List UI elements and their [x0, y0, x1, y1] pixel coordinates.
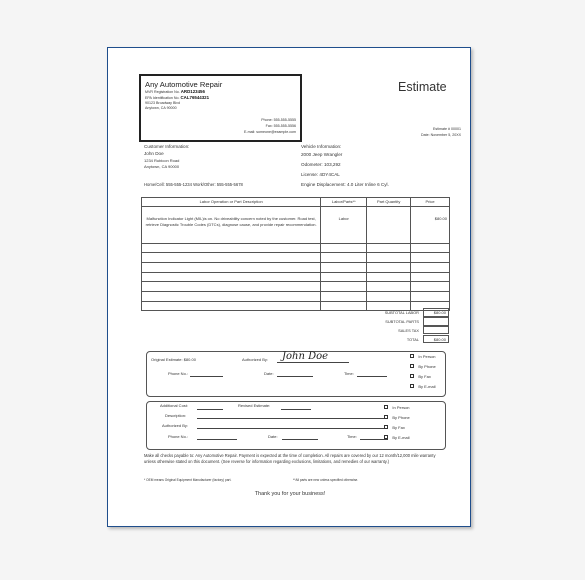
customer-phones: Home/Cell: 555-555-1234 Work/Other: 555-555-5678: [144, 182, 243, 187]
estimate-date: Date: November 5, 20XX: [421, 133, 461, 137]
row-qty[interactable]: [367, 262, 411, 272]
row-type[interactable]: [321, 282, 367, 292]
additional-cost-label: Additional Cost:: [160, 403, 189, 408]
row-type[interactable]: [321, 272, 367, 282]
table-header-row: [142, 198, 450, 207]
checkbox-by-phone[interactable]: [410, 364, 414, 368]
checkbox-by-fax[interactable]: [384, 425, 388, 429]
table-row[interactable]: [142, 291, 450, 301]
customer-city: Anytown, CA 90000: [144, 164, 180, 169]
revision-box: [146, 401, 446, 450]
rev-authorized-label: Authorized By:: [162, 423, 189, 428]
row-price[interactable]: [411, 272, 450, 282]
col-description-header: Labor Operation or Part Description: [142, 198, 321, 207]
row-price[interactable]: [411, 282, 450, 292]
auth-method-options: [410, 351, 436, 391]
row-type[interactable]: [321, 253, 367, 263]
customer-heading: Customer Information:: [144, 144, 190, 149]
customer-street: 1234 Rubicon Road: [144, 158, 180, 163]
shop-city: Anytown, CA 90000: [145, 106, 177, 110]
table-row[interactable]: [142, 253, 450, 263]
rev-time-label: Time:: [347, 434, 357, 439]
row-qty[interactable]: [367, 243, 411, 253]
table-row[interactable]: [142, 243, 450, 253]
checkbox-in-person[interactable]: [410, 354, 414, 358]
row-description[interactable]: [142, 272, 321, 282]
auth-option-by-email[interactable]: By E-mail: [410, 381, 436, 391]
rev-option-by-email[interactable]: By E-mail: [384, 432, 410, 442]
totals-block: [363, 308, 449, 344]
shop-info-box: [139, 74, 302, 142]
row-description[interactable]: [142, 243, 321, 253]
rev-option-in-person[interactable]: In Person: [384, 402, 410, 412]
row-description[interactable]: [142, 262, 321, 272]
shop-mvr: MVR Registration No. ARD123456: [145, 89, 205, 94]
row-description[interactable]: Malfunction Indicator Light (MIL)is on. No driveability concern noted by the customer. Road test, retrieve Diagnostic Trouble Codes (DTCs), diagnose cause, and provide repair recommendation.: [142, 206, 321, 243]
row-type[interactable]: [321, 301, 367, 311]
row-qty[interactable]: [367, 272, 411, 282]
subtotal-parts-row: [363, 317, 449, 326]
auth-phone-label: Phone No.:: [168, 371, 189, 376]
auth-date-label: Date:: [264, 371, 274, 376]
checkbox-by-fax[interactable]: [410, 374, 414, 378]
revised-estimate-label: Revised Estimate:: [238, 403, 271, 408]
shop-epa: EPA Identification No. CAL76544321: [145, 95, 210, 100]
row-description[interactable]: [142, 253, 321, 263]
estimate-document: [107, 47, 471, 527]
rev-authorized-field[interactable]: [197, 424, 387, 429]
authorized-by-label: Authorized By:: [242, 357, 269, 362]
sales-tax-label: SALES TAX: [398, 327, 419, 333]
authorization-box: [146, 351, 446, 397]
checkbox-by-email[interactable]: [384, 435, 388, 439]
row-price[interactable]: [411, 291, 450, 301]
row-type[interactable]: Labor: [321, 206, 367, 243]
auth-option-in-person[interactable]: In Person: [410, 351, 436, 361]
row-type[interactable]: [321, 243, 367, 253]
table-row[interactable]: [142, 206, 450, 243]
shop-street: 90123 Broadway Blvd: [145, 101, 180, 105]
customer-name: John Doe: [144, 151, 164, 156]
vehicle-odometer: Odometer: 103,292: [301, 162, 341, 167]
checkbox-in-person[interactable]: [384, 405, 388, 409]
row-price[interactable]: [411, 253, 450, 263]
row-price[interactable]: [411, 262, 450, 272]
rev-date-label: Date:: [268, 434, 278, 439]
total-row: [363, 335, 449, 344]
estimate-title: Estimate: [398, 80, 447, 94]
subtotal-labor-value[interactable]: $80.00: [423, 308, 449, 316]
row-description[interactable]: [142, 291, 321, 301]
estimate-number: Estimate # 00001: [433, 127, 461, 131]
subtotal-labor-label: SUBTOTAL LABOR: [384, 309, 419, 315]
subtotal-labor-row: [363, 308, 449, 317]
row-description[interactable]: [142, 282, 321, 292]
shop-email: E-mail: someone@example.com: [244, 130, 296, 134]
customer-signature: John Doe: [282, 351, 329, 362]
revised-estimate-field[interactable]: [281, 405, 311, 410]
checkbox-by-email[interactable]: [410, 384, 414, 388]
parts-note: **All parts are new unless specified otherwise.: [293, 478, 359, 482]
signature-line[interactable]: [277, 358, 349, 363]
table-row[interactable]: [142, 282, 450, 292]
row-type[interactable]: [321, 291, 367, 301]
rev-phone-field[interactable]: [197, 435, 237, 440]
row-price[interactable]: [411, 243, 450, 253]
rev-method-options: [384, 402, 410, 442]
rev-date-field[interactable]: [282, 435, 318, 440]
sales-tax-row: [363, 326, 449, 335]
col-qty-header: Part Quantity: [367, 198, 411, 207]
row-qty[interactable]: [367, 206, 411, 243]
row-qty[interactable]: [367, 282, 411, 292]
vehicle-heading: Vehicle Information:: [301, 144, 342, 149]
row-type[interactable]: [321, 262, 367, 272]
auth-option-by-phone[interactable]: By Phone: [410, 361, 436, 371]
auth-time-field[interactable]: [357, 372, 387, 377]
thank-you-message: Thank you for your business!: [254, 491, 326, 497]
additional-cost-field[interactable]: [197, 405, 223, 410]
checkbox-by-phone[interactable]: [384, 415, 388, 419]
table-row[interactable]: [142, 262, 450, 272]
rev-option-by-phone[interactable]: By Phone: [384, 412, 410, 422]
row-qty[interactable]: [367, 291, 411, 301]
labor-table: [141, 197, 450, 311]
shop-phone: Phone: 555-555-5555: [261, 118, 296, 122]
total-label: TOTAL: [406, 336, 419, 342]
row-description[interactable]: [142, 301, 321, 311]
vehicle-model: 2000 Jeep Wrangler: [301, 152, 343, 157]
vehicle-engine: Engine Displacement: 4.0 Liter Inline 6 Cyl.: [301, 182, 389, 187]
original-estimate: Original Estimate: $80.00: [151, 357, 196, 362]
auth-phone-field[interactable]: [190, 372, 223, 377]
row-qty[interactable]: [367, 253, 411, 263]
total-value[interactable]: $80.00: [423, 335, 449, 343]
shop-fax: Fax: 555-555-5556: [265, 124, 296, 128]
col-type-header: Labor/Parts**: [321, 198, 367, 207]
description-field[interactable]: [197, 414, 387, 419]
auth-option-by-fax[interactable]: By Fax: [410, 371, 436, 381]
oem-note: * OEM means Original Equipment Manufacturer (factory) part.: [144, 478, 232, 482]
col-price-header: Price: [411, 198, 450, 207]
subtotal-parts-label: SUBTOTAL PARTS: [385, 318, 419, 324]
description-label: Description:: [165, 413, 187, 418]
auth-time-label: Time:: [344, 371, 354, 376]
table-row[interactable]: [142, 272, 450, 282]
sales-tax-value[interactable]: [423, 326, 449, 334]
auth-date-field[interactable]: [277, 372, 313, 377]
vehicle-license: License: 4DY4CAL: [301, 172, 340, 177]
row-price[interactable]: $80.00: [411, 206, 450, 243]
payment-terms: Make all checks payable to: Any Automotive Repair. Payment is expected at the time of completion. All repairs are covered by our 12 month/12,000 mile warranty unless otherwise stated on this document. (See reverse for information regarding exclusions, limitations, and remedies of our warranty.): [144, 453, 436, 465]
subtotal-parts-value[interactable]: [423, 317, 449, 325]
rev-phone-label: Phone No.:: [168, 434, 189, 439]
shop-name: Any Automotive Repair: [145, 80, 223, 89]
rev-option-by-fax[interactable]: By Fax: [384, 422, 410, 432]
